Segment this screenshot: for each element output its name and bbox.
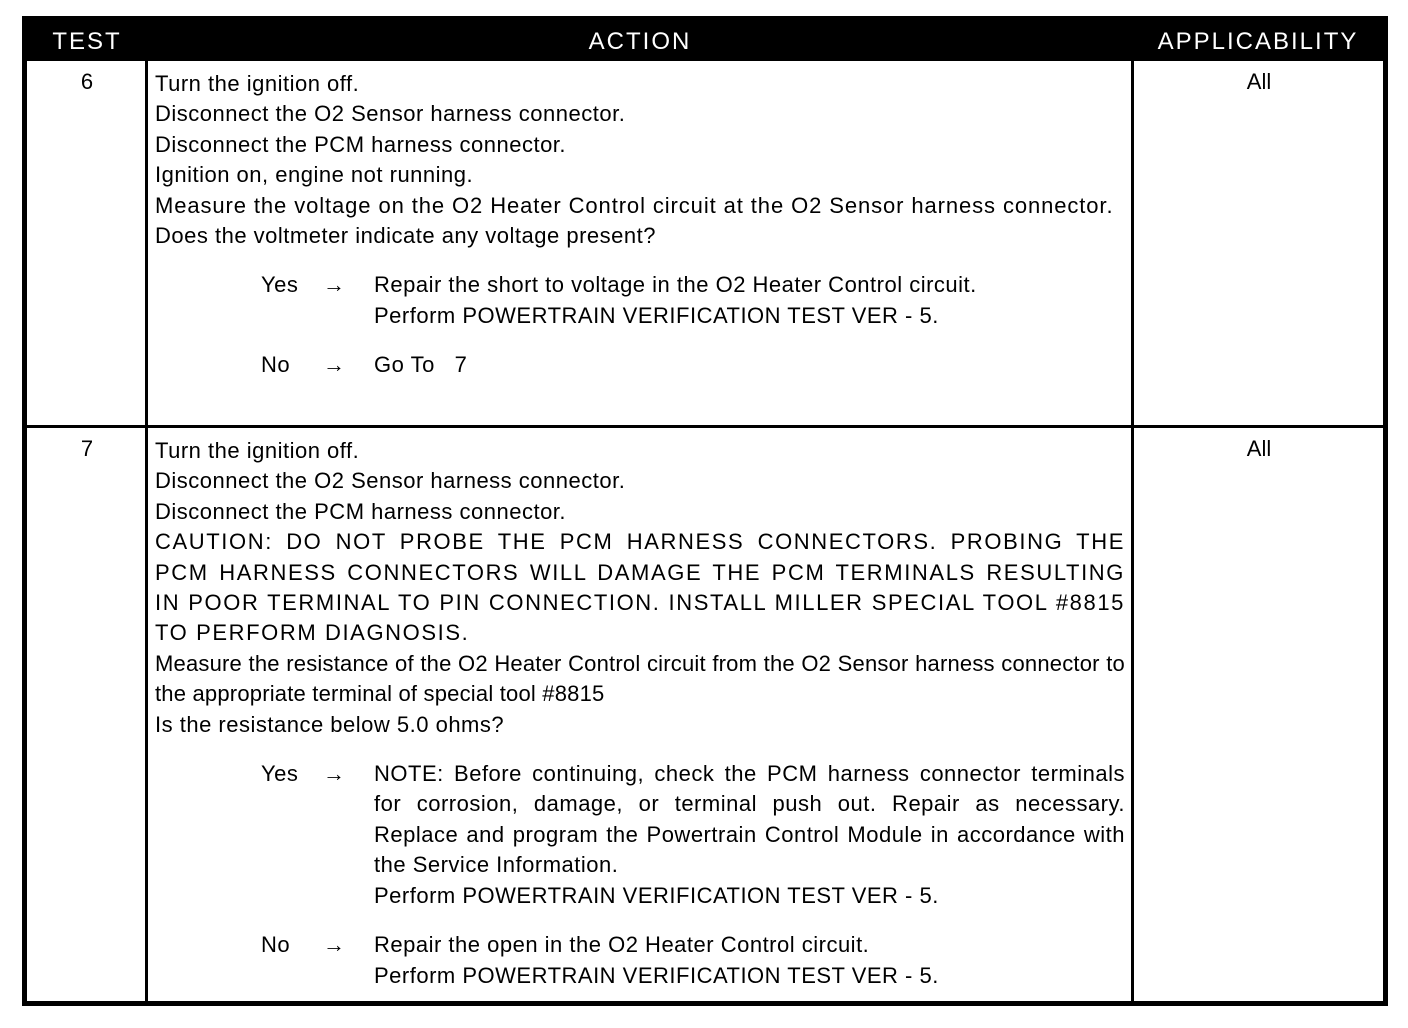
header-test: TEST (52, 28, 122, 55)
test-number: 7 (80, 436, 94, 461)
action-cell (155, 69, 1125, 381)
outcome-result (374, 270, 1125, 331)
outcome-no (155, 930, 1125, 991)
outcome-answer: No (261, 932, 291, 958)
action-question: Is the resistance below 5.0 ohms? (155, 711, 505, 737)
right-arrow-icon: → (323, 932, 346, 958)
table-header (27, 21, 1383, 61)
outcome-answer: Yes (261, 761, 299, 787)
outcome-yes (155, 270, 1125, 331)
outcome-result (374, 930, 1125, 991)
action-step: Disconnect the PCM harness connector. (155, 131, 567, 157)
right-arrow-icon: → (323, 272, 346, 298)
diagnostic-test-table (22, 16, 1388, 1006)
outcome-result (374, 759, 1125, 911)
right-arrow-icon: → (323, 761, 346, 787)
caution-note: CAUTION: DO NOT PROBE THE PCM HARNESS CONNECTORS. PROBING THE PCM HARNESS CONNECTORS WILL DAMAGE THE PCM TERMINALS RESULTING IN POOR TERMINAL TO PIN CONNECTION. INSTALL MILLER SPECIAL TOOL #8815 TO PERFORM DIAGNOSIS. (155, 529, 1125, 646)
result-line: Perform POWERTRAIN VERIFICATION TEST VER - 5. (374, 962, 939, 988)
result-line: Repair the short to voltage in the O2 Heater Control circuit. (374, 272, 977, 298)
action-step: Disconnect the O2 Sensor harness connector. (155, 468, 626, 494)
header-action: ACTION (588, 28, 692, 55)
test-number: 6 (80, 69, 94, 94)
action-step: Measure the resistance of the O2 Heater Control circuit from the O2 Sensor harness connector to the appropriate terminal of special tool #8815 (155, 650, 1125, 707)
action-step: Measure the voltage on the O2 Heater Control circuit at the O2 Sensor harness connector. (155, 192, 1114, 218)
result-line: Perform POWERTRAIN VERIFICATION TEST VER - 5. (374, 302, 939, 328)
table-row (27, 428, 1383, 1001)
result-line: Repair the open in the O2 Heater Control circuit. (374, 932, 870, 958)
result-line: Perform POWERTRAIN VERIFICATION TEST VER - 5. (374, 882, 939, 908)
action-step: Turn the ignition off. (155, 71, 360, 96)
header-applicability: APPLICABILITY (1157, 28, 1359, 55)
action-step: Disconnect the PCM harness connector. (155, 498, 567, 524)
action-step: Ignition on, engine not running. (155, 162, 474, 188)
outcome-result (374, 350, 1125, 380)
outcome-yes (155, 759, 1125, 911)
outcome-answer: No (261, 352, 291, 378)
action-cell (155, 436, 1125, 991)
outcome-no (155, 350, 1125, 380)
table-row (27, 61, 1383, 425)
action-question: Does the voltmeter indicate any voltage present? (155, 223, 656, 249)
result-line: NOTE: Before continuing, check the PCM harness connector terminals for corrosion, damage, or terminal push out. Repair as necessary. Replace and program the Powertrain Control Module in accordance with the Service Information. (374, 761, 1125, 878)
right-arrow-icon: → (323, 352, 346, 378)
outcome-answer: Yes (261, 272, 299, 298)
applicability-value: All (1246, 69, 1272, 94)
action-step: Disconnect the O2 Sensor harness connector. (155, 101, 626, 127)
applicability-value: All (1246, 436, 1272, 461)
action-step: Turn the ignition off. (155, 438, 360, 463)
result-line: Go To 7 (374, 352, 468, 378)
